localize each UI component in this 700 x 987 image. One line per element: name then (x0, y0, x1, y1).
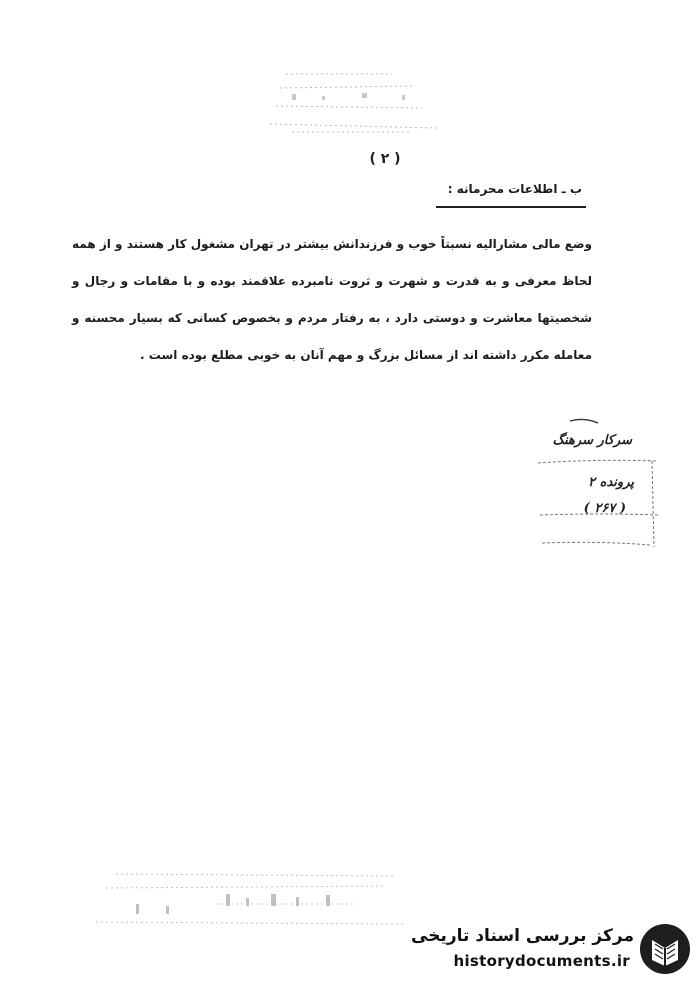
watermark-logo (411, 920, 692, 978)
handwritten-annotation (532, 415, 662, 555)
book-logo-icon (638, 922, 692, 976)
stamp-line-3: ( ۲۶۷ ) (583, 501, 626, 516)
heading-underline (436, 206, 586, 208)
stamp-line-1: سرکار سرهنگ (552, 433, 632, 448)
watermark-url: historydocuments.ir (453, 952, 630, 970)
section-heading: ب ـ اطلاعات محرمانه : (447, 182, 582, 196)
watermark-title: مرکز بررسی اسناد تاریخی (411, 926, 634, 946)
body-paragraph: وضع مالی مشارالیه نسبتاً خوب و فرزندانش بیشتر در تهران مشغول کار هستند و از همه لحاظ معرفی و به قدرت و شهرت و ثروت نامبرده علاقمند بوده و با مقامات و رجال و شخصیتها معاشرت و دوستی دارد ، به رفتار مردم و بخصوص کسانی که بسیار محسنه و معامله مکرر داشته اند از مسائل بزرگ و مهم آنان به خوبی مطلع بوده است . (72, 237, 592, 362)
top-faint-stamp (262, 66, 442, 138)
bottom-faint-stamp (96, 864, 416, 934)
page-number: ( ۲ ) (369, 151, 401, 167)
stamp-line-2: پرونده ۲ (588, 475, 634, 490)
